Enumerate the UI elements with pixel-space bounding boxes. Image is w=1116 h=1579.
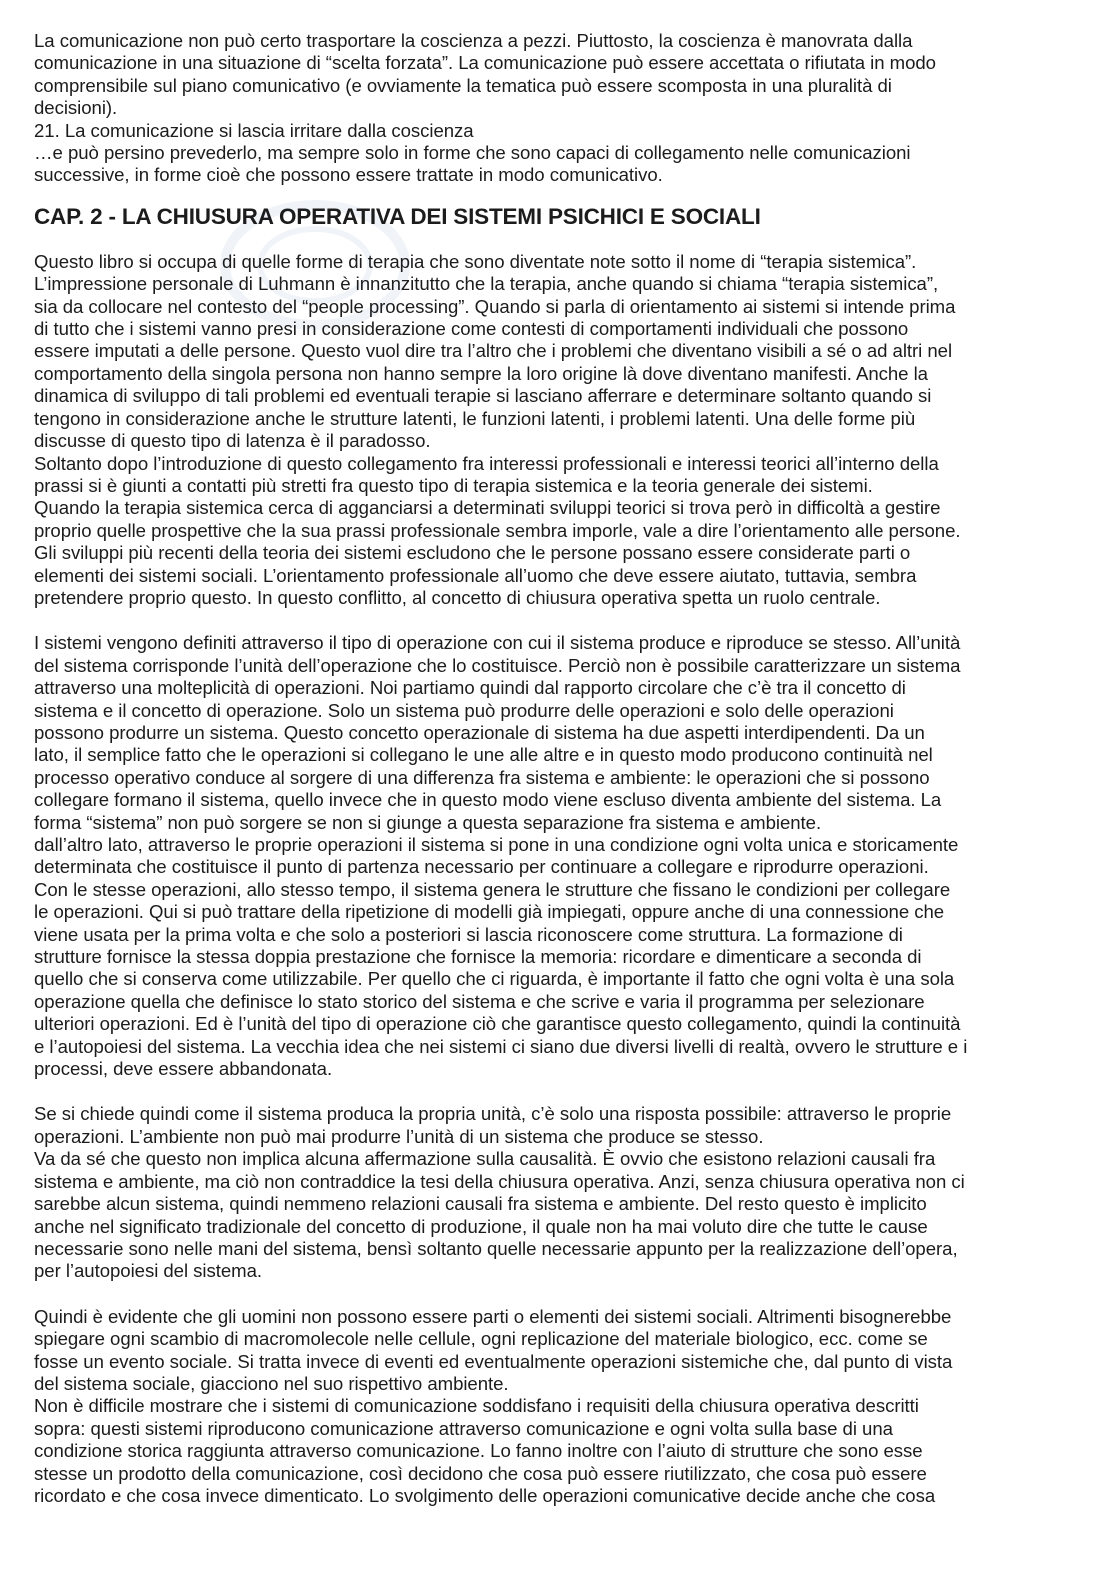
chapter-title: CAP. 2 - LA CHIUSURA OPERATIVA DEI SISTEMI PSICHICI E SOCIALI [34, 203, 761, 229]
spacer [34, 231, 1084, 251]
section1-paragraph-1: Questo libro si occupa di quelle forme di terapia che sono diventate note sotto il nome di “terapia sistemica”. L’impressione personale di Luhmann è innanzitutto che la terapia, anche quando si chiama “terapia sistemica”, sia da collocare nel contesto del “people processing”. Quando si parla di orientamento ai sistemi si intende prima di tutto che i sistemi vanno presi in considerazione come contesti di comportamenti individuali che possono essere imputati a delle persone. Questo vuol dire tra l’altro che i problemi che diventano visibili a sé o ad altri nel comportamento della singola persona non hanno sempre la loro origine là dove diventano manifesti. Anche la dinamica di sviluppo di tali problemi ed eventuali terapie si lasciano afferrare e determinare soltanto quando si tengono in considerazione anche le strutture latenti, le funzioni latenti, i problemi latenti. Una delle forme più discusse di questo tipo di latenza è il paradosso. [34, 250, 956, 452]
section4-paragraph-1: Quindi è evidente che gli uomini non possono essere parti o elementi dei sistemi sociali. Altrimenti bisognerebbe spiegare ogni scambio di macromolecole nelle cellule, ogni replicazione del materiale biologico, ecc. come se fosse un evento sociale. Si tratta invece di eventi ed eventualmente operazioni sistemiche che, dal punto di vista del sistema sociale, giacciono nel suo rispettivo ambiente. [34, 1305, 953, 1394]
section3-paragraph-1: Se si chiede quindi come il sistema produca la propria unità, c’è solo una risposta possibile: attraverso le proprie operazioni. L’ambiente non può mai produrre l’unità di un sistema che produce se stesso. [34, 1103, 952, 1147]
spacer [34, 609, 1084, 632]
intro-paragraph-1: La comunicazione non può certo trasportare la coscienza a pezzi. Piuttosto, la coscienza è manovrata dalla comunicazione in una situazione di “scelta forzata”. La comunicazione può essere accettata o rifiutata in modo comprensibile sul piano comunicativo (e ovviamente la tematica può essere scomposta in una pluralità di decisioni). [34, 30, 936, 119]
section2-paragraph-2: dall’altro lato, attraverso le proprie operazioni il sistema si pone in una condizione ogni volta unica e storicamente determinata che costituisce il punto di partenza necessario per continuare a collegare e riprodurre operazioni. [34, 834, 959, 878]
section1-paragraph-3: Quando la terapia sistemica cerca di agganciarsi a determinati sviluppi teorici si trova però in difficoltà a gestire proprio quelle prospettive che la sua prassi professionale sembra imporle, vale a dire l’orientamento alle persone. Gli sviluppi più recenti della teoria dei sistemi escludono che le persone possano essere considerate parti o elementi dei sistemi sociali. L’orientamento professionale all’uomo che deve essere aiutato, tuttavia, sembra pretendere proprio questo. In questo conflitto, al concetto di chiusura operativa spetta un ruolo centrale. [34, 497, 961, 608]
spacer [34, 1283, 1084, 1306]
section2-paragraph-1: I sistemi vengono definiti attraverso il tipo di operazione con cui il sistema produce e riproduce se stesso. All’unità del sistema corrisponde l’unità dell’operazione che lo costituisce. Perciò non è possibile caratterizzare un sistema attraverso una molteplicità di operazioni. Noi partiamo quindi dal rapporto circolare che c’è tra il concetto di sistema e il concetto di operazione. Solo un sistema può produrre delle operazioni e solo delle operazioni possono produrre un sistema. Questo concetto operazionale di sistema ha due aspetti interdipendenti. Da un lato, il semplice fatto che le operazioni si collegano le une alle altre e in questo modo producono continuità nel processo operativo conduce al sorgere di una differenza fra sistema e ambiente: le operazioni che si possono collegare formano il sistema, quello invece che in questo modo viene escluso diventa ambiente del sistema. La forma “sistema” non può sorgere se non si giunge a questa separazione fra sistema e ambiente. [34, 632, 961, 833]
section2-paragraph-3: Con le stesse operazioni, allo stesso tempo, il sistema genera le strutture che fissano le condizioni per collegare le operazioni. Qui si può trattare della ripetizione di modelli già impiegati, oppure anche di una connessione che viene usata per la prima volta e che solo a posteriori si lascia riconoscere come struttura. La formazione di strutture fornisce la stessa doppia prestazione che fornisce la memoria: ricordare e dimenticare a seconda di quello che si conserva come utilizzabile. Per quello che ci riguarda, è importante il fatto che ogni volta è una sola operazione quella che definisce lo stato storico del sistema e che scrive e varia il programma per selezionare ulteriori operazioni. Ed è l’unità del tipo di operazione ciò che garantisce questo collegamento, quindi la continuità e l’autopoiesi del sistema. La vecchia idea che nei sistemi ci siano due diversi livelli di realtà, ovvero le strutture e i processi, deve essere abbandonata. [34, 878, 968, 1080]
intro-item-21: 21. La comunicazione si lascia irritare dalla coscienza [34, 119, 474, 141]
spacer [34, 1080, 1084, 1103]
section1-paragraph-2: Soltanto dopo l’introduzione di questo collegamento fra interessi professionali e interessi teorici all’interno della prassi si è giunti a contatti più stretti fra questo tipo di terapia sistemica e la teoria generale dei sistemi. [34, 452, 939, 496]
intro-paragraph-2: …e può persino prevederlo, ma sempre solo in forme che sono capaci di collegamento nelle comunicazioni successive, in forme cioè che possono essere trattate in modo comunicativo. [34, 142, 911, 186]
document-page [34, 30, 1084, 1507]
spacer [34, 187, 1084, 203]
section3-paragraph-2: Va da sé che questo non implica alcuna affermazione sulla causalità. È ovvio che esistono relazioni causali fra sistema e ambiente, ma ciò non contraddice la tesi della chiusura operativa. Anzi, senza chiusura operativa non ci sarebbe alcun sistema, quindi nemmeno relazioni causali fra sistema e ambiente. Del resto questo è implicito anche nel significato tradizionale del concetto di produzione, il quale non ha mai voluto dire che tutte le cause necessarie sono nelle mani del sistema, bensì soltanto quelle necessarie appunto per la realizzazione dell’opera, per l’autopoiesi del sistema. [34, 1148, 965, 1282]
section4-paragraph-2: Non è difficile mostrare che i sistemi di comunicazione soddisfano i requisiti della chiusura operativa descritti sopra: questi sistemi riproducono comunicazione attraverso comunicazione e ogni volta sulla base di una condizione storica raggiunta attraverso comunicazione. Lo fanno inoltre con l’aiuto di strutture che sono esse stesse un prodotto della comunicazione, così decidono che cosa può essere riutilizzato, che cosa può essere ricordato e che cosa invece dimenticato. Lo svolgimento delle operazioni comunicative decide anche che cosa [34, 1395, 936, 1506]
